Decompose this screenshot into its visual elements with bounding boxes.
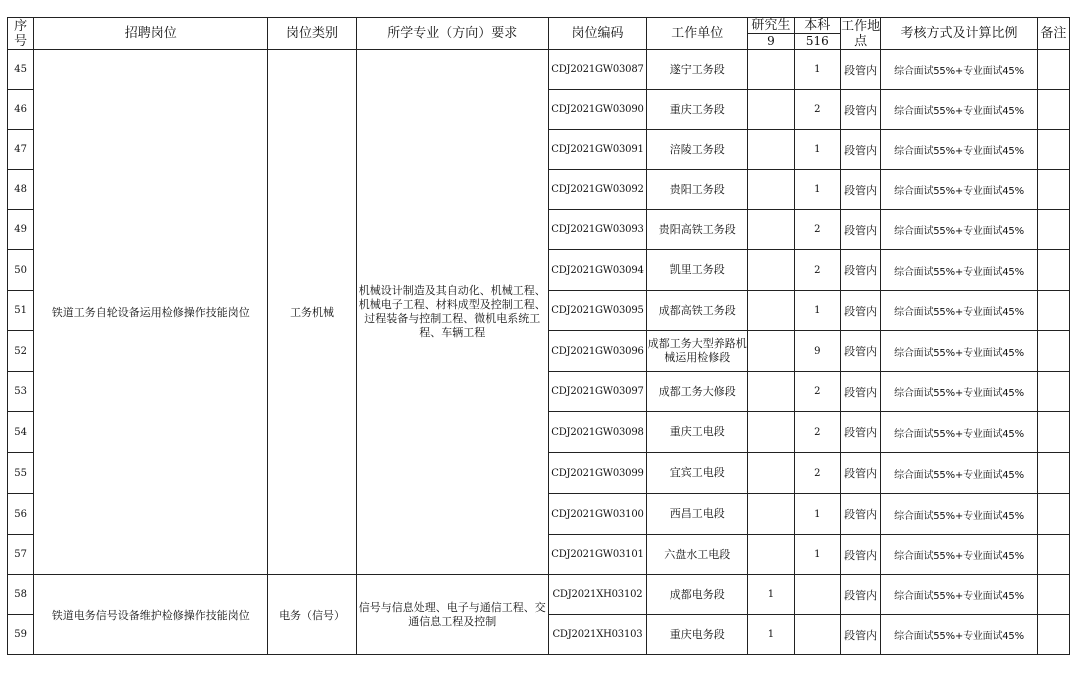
work-unit-cell: 成都工务大修段: [647, 372, 748, 412]
work-location-cell: 段管内: [841, 291, 881, 331]
recruitment-table: [7, 17, 1070, 655]
work-location-cell: 段管内: [841, 575, 881, 615]
position-cell: 铁道电务信号设备维护检修操作技能岗位: [34, 575, 268, 655]
work-location-cell: 段管内: [841, 250, 881, 291]
graduate-count-cell: [748, 291, 794, 331]
header-bach-total: 516: [794, 34, 840, 50]
header-remarks: 备注: [1037, 18, 1069, 50]
position-code-cell: CDJ2021GW03101: [548, 535, 647, 575]
graduate-count-cell: [748, 412, 794, 453]
seq-cell: 54: [8, 412, 34, 453]
exam-method-cell: 综合面试55%+专业面试45%: [881, 170, 1037, 210]
remarks-cell: [1037, 250, 1069, 291]
header-bach: 本科: [794, 18, 840, 34]
remarks-cell: [1037, 331, 1069, 372]
position-code-cell: CDJ2021GW03093: [548, 210, 647, 250]
exam-method-cell: 综合面试55%+专业面试45%: [881, 535, 1037, 575]
exam-method-cell: 综合面试55%+专业面试45%: [881, 250, 1037, 291]
exam-method-cell: 综合面试55%+专业面试45%: [881, 615, 1037, 655]
graduate-count-cell: [748, 535, 794, 575]
seq-cell: 52: [8, 331, 34, 372]
seq-cell: 53: [8, 372, 34, 412]
work-unit-cell: 贵阳高铁工务段: [647, 210, 748, 250]
graduate-count-cell: 1: [748, 615, 794, 655]
work-unit-cell: 成都电务段: [647, 575, 748, 615]
remarks-cell: [1037, 170, 1069, 210]
header-grad-total: 9: [748, 34, 794, 50]
remarks-cell: [1037, 291, 1069, 331]
bachelor-count-cell: 1: [794, 291, 840, 331]
remarks-cell: [1037, 615, 1069, 655]
remarks-cell: [1037, 575, 1069, 615]
seq-cell: 47: [8, 130, 34, 170]
work-unit-cell: 宜宾工电段: [647, 453, 748, 494]
work-unit-cell: 重庆工电段: [647, 412, 748, 453]
position-code-cell: CDJ2021GW03099: [548, 453, 647, 494]
bachelor-count-cell: 2: [794, 372, 840, 412]
exam-method-cell: 综合面试55%+专业面试45%: [881, 453, 1037, 494]
graduate-count-cell: [748, 494, 794, 535]
bachelor-count-cell: 1: [794, 130, 840, 170]
work-unit-cell: 西昌工电段: [647, 494, 748, 535]
graduate-count-cell: [748, 210, 794, 250]
header-major: 所学专业（方向）要求: [356, 18, 548, 50]
work-unit-cell: 重庆电务段: [647, 615, 748, 655]
position-cell: 铁道工务自轮设备运用检修操作技能岗位: [34, 50, 268, 575]
header-unit: 工作单位: [647, 18, 748, 50]
position-code-cell: CDJ2021GW03090: [548, 90, 647, 130]
remarks-cell: [1037, 372, 1069, 412]
work-location-cell: 段管内: [841, 210, 881, 250]
exam-method-cell: 综合面试55%+专业面试45%: [881, 372, 1037, 412]
bachelor-count-cell: 2: [794, 412, 840, 453]
exam-method-cell: 综合面试55%+专业面试45%: [881, 494, 1037, 535]
bachelor-count-cell: 1: [794, 535, 840, 575]
position-code-cell: CDJ2021XH03102: [548, 575, 647, 615]
graduate-count-cell: [748, 453, 794, 494]
exam-method-cell: 综合面试55%+专业面试45%: [881, 50, 1037, 90]
work-unit-cell: 凯里工务段: [647, 250, 748, 291]
table-row: [8, 575, 1070, 615]
graduate-count-cell: 1: [748, 575, 794, 615]
work-unit-cell: 成都工务大型养路机械运用检修段: [647, 331, 748, 372]
remarks-cell: [1037, 90, 1069, 130]
table-row: [8, 50, 1070, 90]
seq-cell: 48: [8, 170, 34, 210]
exam-method-cell: 综合面试55%+专业面试45%: [881, 210, 1037, 250]
major-cell: 信号与信息处理、电子与通信工程、交通信息工程及控制: [356, 575, 548, 655]
remarks-cell: [1037, 535, 1069, 575]
work-location-cell: 段管内: [841, 372, 881, 412]
bachelor-count-cell: 2: [794, 210, 840, 250]
graduate-count-cell: [748, 250, 794, 291]
exam-method-cell: 综合面试55%+专业面试45%: [881, 130, 1037, 170]
bachelor-count-cell: [794, 615, 840, 655]
seq-cell: 50: [8, 250, 34, 291]
work-unit-cell: 遂宁工务段: [647, 50, 748, 90]
work-unit-cell: 成都高铁工务段: [647, 291, 748, 331]
header-grad: 研究生: [748, 18, 794, 34]
seq-cell: 56: [8, 494, 34, 535]
graduate-count-cell: [748, 130, 794, 170]
remarks-cell: [1037, 50, 1069, 90]
seq-cell: 58: [8, 575, 34, 615]
work-location-cell: 段管内: [841, 412, 881, 453]
remarks-cell: [1037, 494, 1069, 535]
graduate-count-cell: [748, 331, 794, 372]
graduate-count-cell: [748, 50, 794, 90]
work-unit-cell: 重庆工务段: [647, 90, 748, 130]
work-location-cell: 段管内: [841, 170, 881, 210]
position-code-cell: CDJ2021GW03097: [548, 372, 647, 412]
position-code-cell: CDJ2021GW03087: [548, 50, 647, 90]
header-location: 工作地点: [841, 18, 881, 49]
header-position: 招聘岗位: [34, 18, 268, 50]
seq-cell: 46: [8, 90, 34, 130]
bachelor-count-cell: 1: [794, 170, 840, 210]
position-code-cell: CDJ2021GW03096: [548, 331, 647, 372]
position-code-cell: CDJ2021GW03100: [548, 494, 647, 535]
header-seq: 序号: [8, 18, 34, 50]
work-location-cell: 段管内: [841, 130, 881, 170]
work-location-cell: 段管内: [841, 453, 881, 494]
position-code-cell: CDJ2021GW03094: [548, 250, 647, 291]
position-code-cell: CDJ2021GW03095: [548, 291, 647, 331]
position-code-cell: CDJ2021GW03098: [548, 412, 647, 453]
bachelor-count-cell: 1: [794, 494, 840, 535]
header-category: 岗位类别: [268, 18, 357, 50]
table-header: [8, 18, 1070, 50]
work-location-cell: 段管内: [841, 90, 881, 130]
remarks-cell: [1037, 453, 1069, 494]
table-body: [8, 50, 1070, 655]
exam-method-cell: 综合面试55%+专业面试45%: [881, 575, 1037, 615]
exam-method-cell: 综合面试55%+专业面试45%: [881, 291, 1037, 331]
graduate-count-cell: [748, 372, 794, 412]
seq-cell: 59: [8, 615, 34, 655]
seq-cell: 55: [8, 453, 34, 494]
exam-method-cell: 综合面试55%+专业面试45%: [881, 412, 1037, 453]
remarks-cell: [1037, 412, 1069, 453]
graduate-count-cell: [748, 170, 794, 210]
seq-cell: 45: [8, 50, 34, 90]
work-location-cell: 段管内: [841, 50, 881, 90]
work-location-cell: 段管内: [841, 615, 881, 655]
bachelor-count-cell: 1: [794, 50, 840, 90]
header-code: 岗位编码: [548, 18, 647, 50]
bachelor-count-cell: 9: [794, 331, 840, 372]
work-location-cell: 段管内: [841, 331, 881, 372]
major-cell: 机械设计制造及其自动化、机械工程、机械电子工程、材料成型及控制工程、过程装备与控制工程、微机电系统工程、车辆工程: [356, 50, 548, 575]
exam-method-cell: 综合面试55%+专业面试45%: [881, 331, 1037, 372]
remarks-cell: [1037, 130, 1069, 170]
position-code-cell: CDJ2021GW03092: [548, 170, 647, 210]
seq-cell: 49: [8, 210, 34, 250]
category-cell: 电务（信号）: [268, 575, 357, 655]
work-location-cell: 段管内: [841, 535, 881, 575]
seq-cell: 51: [8, 291, 34, 331]
graduate-count-cell: [748, 90, 794, 130]
work-unit-cell: 六盘水工电段: [647, 535, 748, 575]
category-cell: 工务机械: [268, 50, 357, 575]
bachelor-count-cell: 2: [794, 453, 840, 494]
work-location-cell: 段管内: [841, 494, 881, 535]
seq-cell: 57: [8, 535, 34, 575]
remarks-cell: [1037, 210, 1069, 250]
bachelor-count-cell: [794, 575, 840, 615]
position-code-cell: CDJ2021XH03103: [548, 615, 647, 655]
work-unit-cell: 贵阳工务段: [647, 170, 748, 210]
position-code-cell: CDJ2021GW03091: [548, 130, 647, 170]
work-unit-cell: 涪陵工务段: [647, 130, 748, 170]
bachelor-count-cell: 2: [794, 90, 840, 130]
header-exam: 考核方式及计算比例: [881, 18, 1037, 50]
exam-method-cell: 综合面试55%+专业面试45%: [881, 90, 1037, 130]
bachelor-count-cell: 2: [794, 250, 840, 291]
